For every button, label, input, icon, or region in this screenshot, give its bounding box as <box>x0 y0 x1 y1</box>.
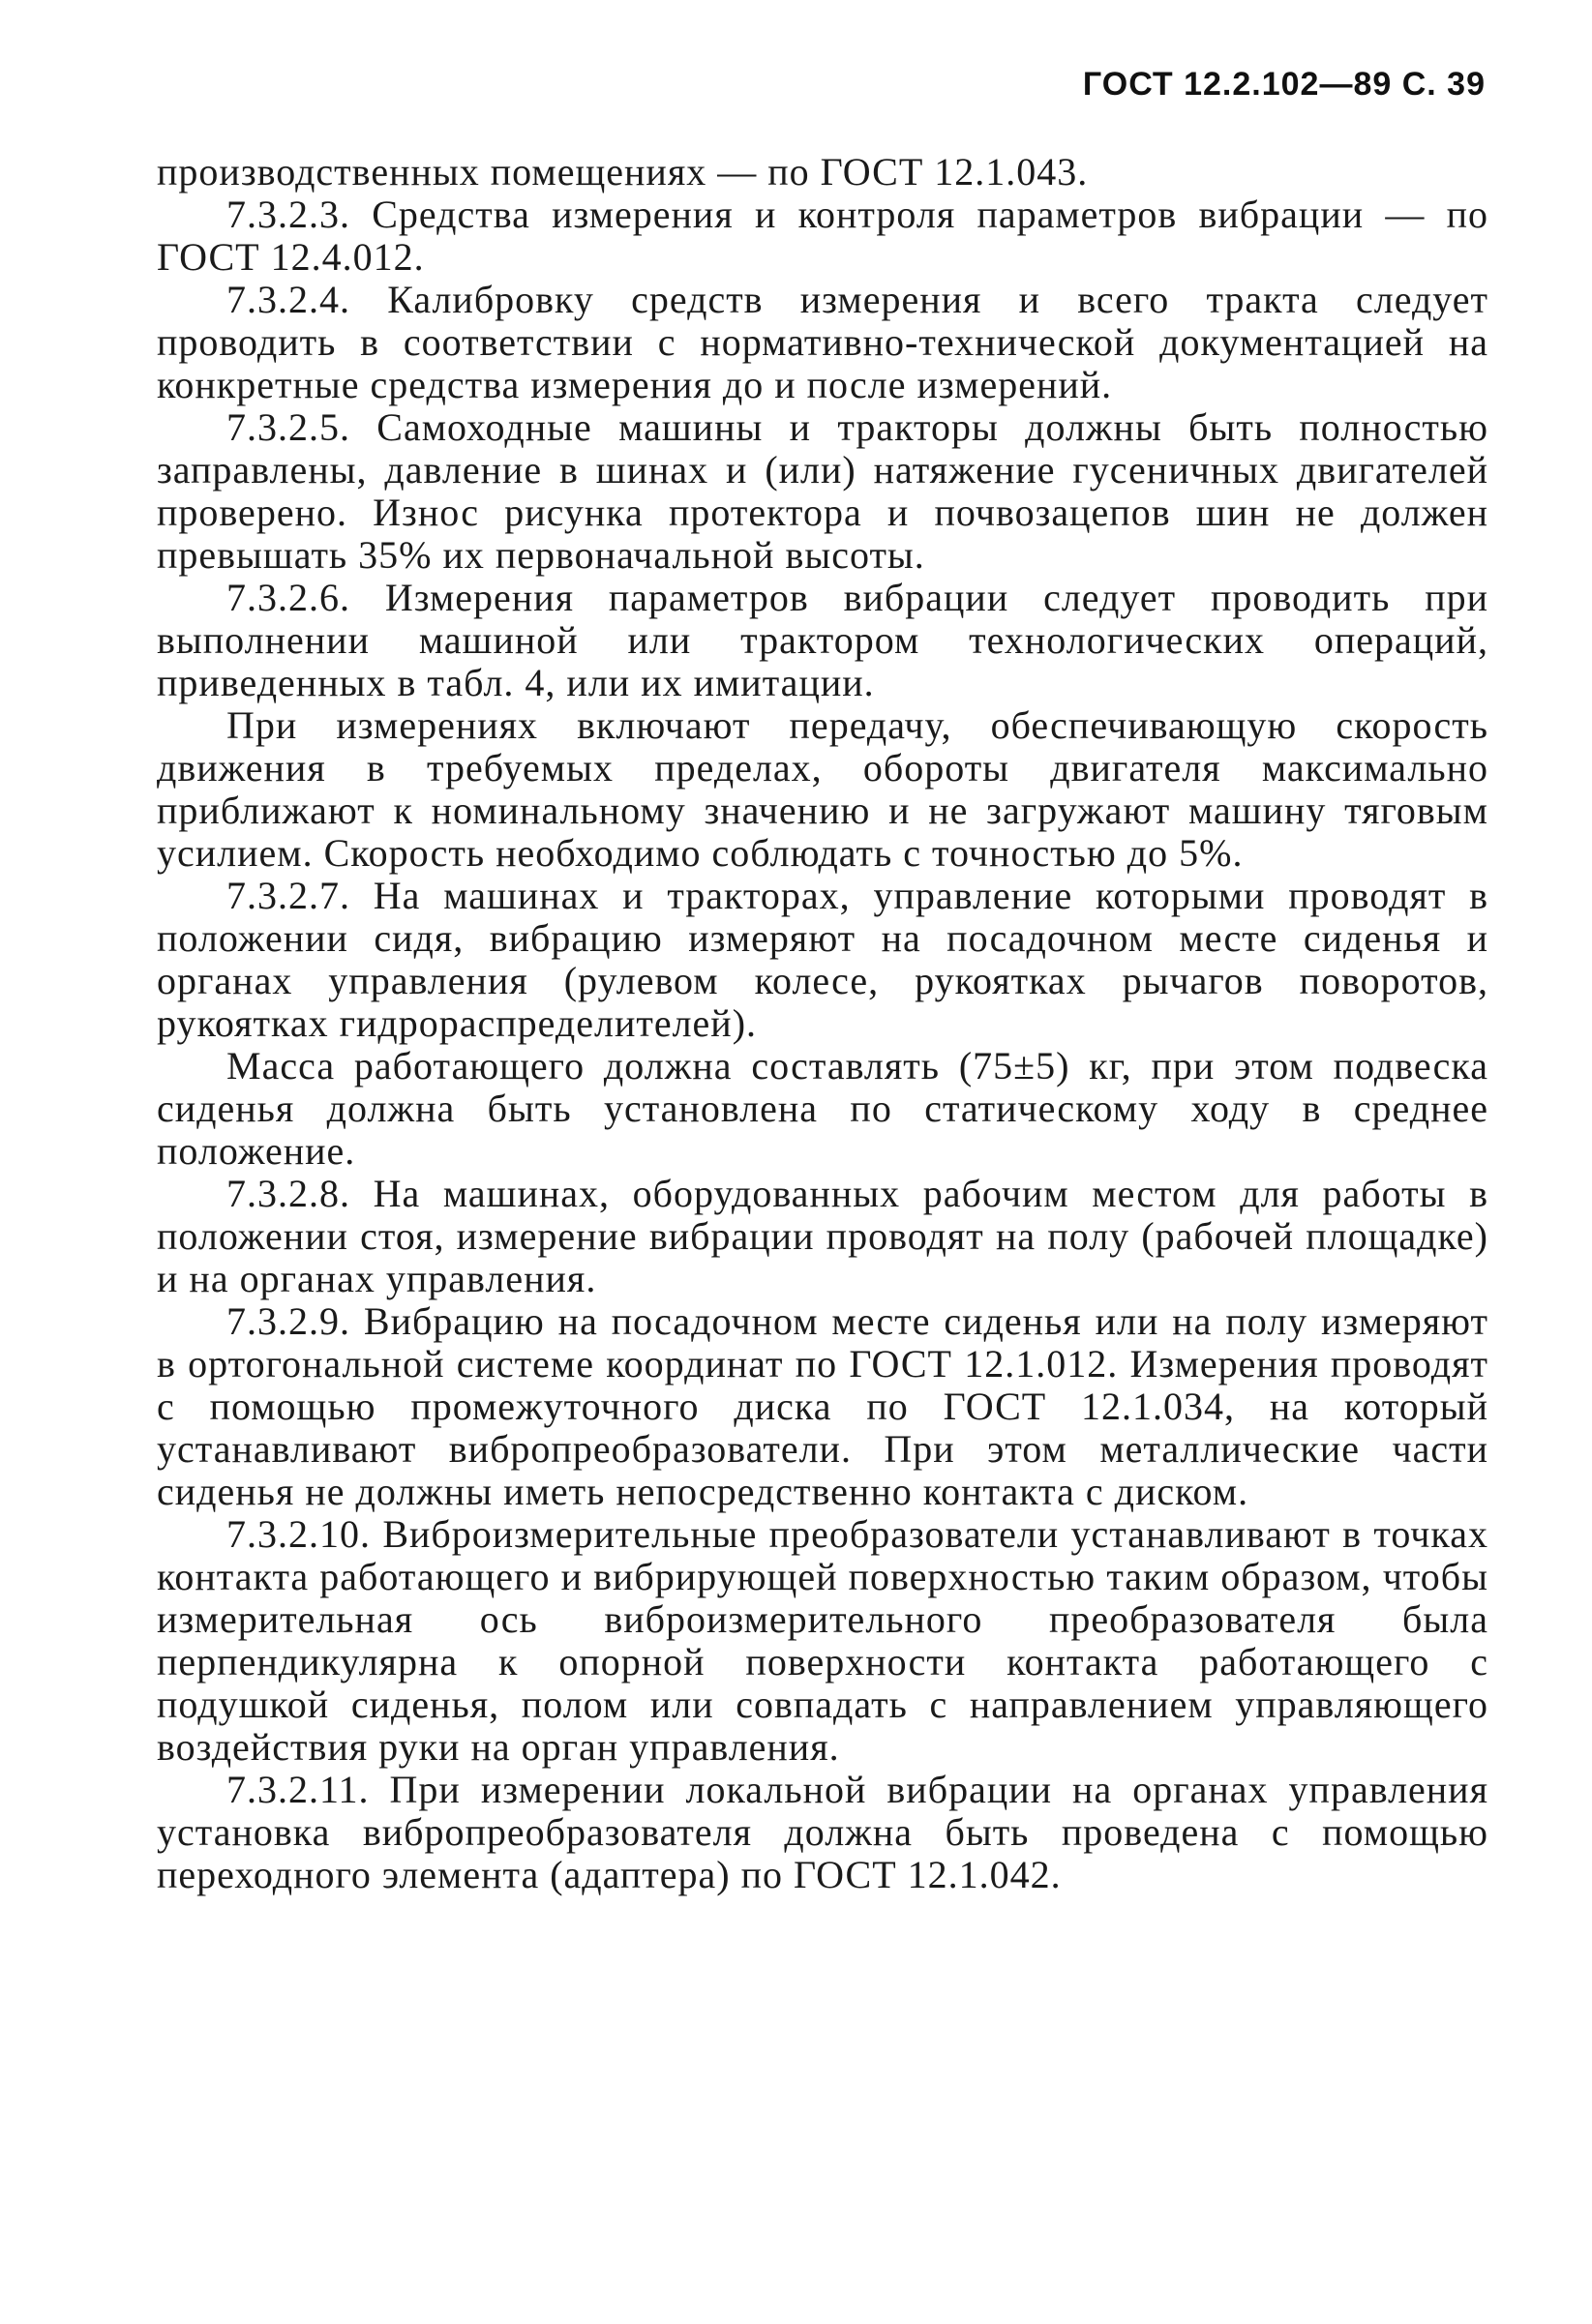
paragraph-measurement-conditions: При измерениях включают передачу, обеспечивающую скорость движения в требуемых пределах, обороты двигателя максимально приближают к номинальному значению и не загружают машину тяговым усилием. Скорость необходимо соблюдать с точностью до 5%. <box>157 703 1488 875</box>
paragraph-7-3-2-9: 7.3.2.9. Вибрацию на посадочном месте сиденья или на полу измеряют в ортогональной системе координат по ГОСТ 12.1.012. Измерения проводят с помощью промежуточного диска по ГОСТ 12.1.034, на который устанавливают вибропреобразователи. При этом металлические части сиденья не должны иметь непосредственно контакта с диском. <box>157 1299 1488 1513</box>
paragraph-continuation: производственных помещениях — по ГОСТ 12.1.043. <box>157 150 1089 194</box>
paragraph-7-3-2-8: 7.3.2.8. На машинах, оборудованных рабочим местом для работы в положении стоя, измерение вибрации проводят на полу (рабочей площадке) и на органах управления. <box>157 1172 1488 1300</box>
paragraph-7-3-2-10: 7.3.2.10. Виброизмерительные преобразователи устанавливают в точках контакта работающего и вибрирующей поверхностью таким образом, чтобы измерительная ось виброизмерительного преобразователя была перпендикулярна к опорной поверхности контакта работающего с подушкой сиденья, полом или совпадать с направлением управляющего воздействия руки на орган управления. <box>157 1512 1488 1769</box>
body-text <box>157 151 1488 1896</box>
paragraph-7-3-2-5: 7.3.2.5. Самоходные машины и тракторы должны быть полностью заправлены, давление в шинах и (или) натяжение гусеничных двигателей проверено. Износ рисунка протектора и почвозацепов шин не должен превышать 35% их первоначальной высоты. <box>157 405 1488 577</box>
paragraph-7-3-2-7: 7.3.2.7. На машинах и тракторах, управление которыми проводят в положении сидя, вибрацию измеряют на посадочном месте сиденья и органах управления (рулевом колесе, рукоятках рычагов поворотов, рукоятках гидрораспределителей). <box>157 874 1488 1045</box>
paragraph-operator-mass: Масса работающего должна составлять (75±5) кг, при этом подвеска сиденья должна быть установлена по статическому ходу в среднее положение. <box>157 1044 1488 1173</box>
paragraph-7-3-2-11: 7.3.2.11. При измерении локальной вибрации на органах управления установка вибропреобразователя должна быть проведена с помощью переходного элемента (адаптера) по ГОСТ 12.1.042. <box>157 1768 1488 1896</box>
running-head: ГОСТ 12.2.102—89 С. 39 <box>1082 66 1486 103</box>
paragraph-7-3-2-3: 7.3.2.3. Средства измерения и контроля параметров вибрации — по ГОСТ 12.4.012. <box>157 193 1488 279</box>
paragraph-7-3-2-6: 7.3.2.6. Измерения параметров вибрации следует проводить при выполнении машиной или трактором технологических операций, приведенных в табл. 4, или их имитации. <box>157 576 1488 704</box>
paragraph-7-3-2-4: 7.3.2.4. Калибровку средств измерения и всего тракта следует проводить в соответствии с нормативно-технической документацией на конкретные средства измерения до и после измерений. <box>157 278 1488 406</box>
